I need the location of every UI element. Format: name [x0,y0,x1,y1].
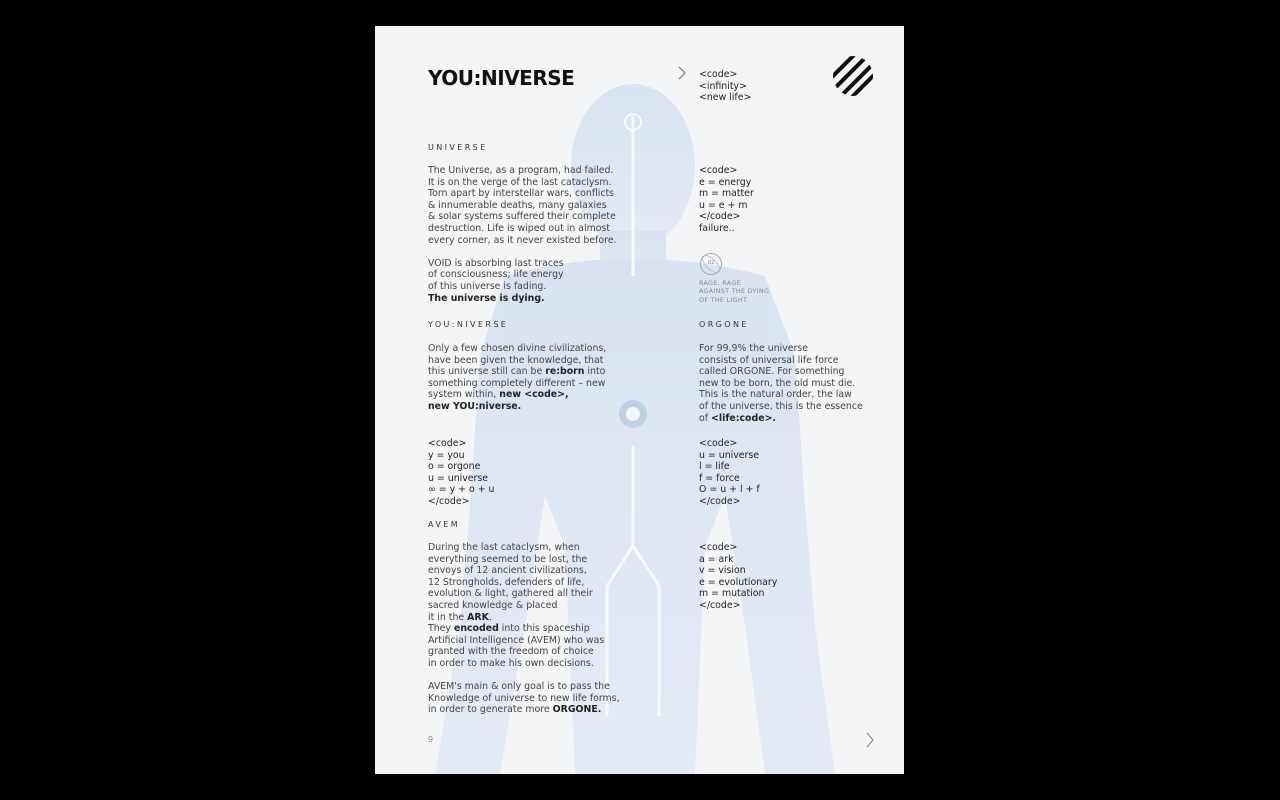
text-line: Torn apart by interstellar wars, conflicts [428,188,615,200]
code-line: <code> [428,438,467,449]
chevron-right-icon [677,66,687,84]
text-line: It is on the verge of the last cataclysm. [428,176,612,188]
text-line: Only a few chosen divine civilizations, [428,343,607,354]
text-line: granted with the freedom of choice [428,646,594,658]
text-line: & innumerable deaths, many galaxies [428,199,607,211]
text-line: evolution & light, gathered all their [428,588,593,600]
text-line: 12 Strongholds, defenders of life, [428,576,585,588]
bold-fragment: re:born [545,366,585,378]
code-line: ∞ = y + o + u [428,484,495,496]
page-title: YOU:NIVERSE [428,66,575,90]
text-line: Artificial Intelligence (AVEM) who was [428,634,605,646]
code-line: </code> [699,599,741,611]
document-page [375,26,904,774]
text-line: During the last cataclysm, when [428,542,580,553]
text-line: consists of universal life force [699,354,839,366]
code-line: o = orgone [428,461,481,473]
bold-fragment: new <code>, [499,389,569,401]
section-heading-youniverse: YOU:NIVERSE [428,320,509,329]
youniverse-text [428,343,643,413]
bold-fragment: new YOU:niverse. [428,400,522,412]
text-fragment: it in the [428,611,468,623]
text-line: destruction. Life is wiped out in almost [428,222,611,234]
next-page-chevron-icon[interactable] [865,732,875,752]
text-fragment: They [428,623,454,635]
text-fragment: into this spaceship [498,623,590,635]
text-line: of the universe, this is the essence [699,400,863,412]
badge-label: U2 [707,260,715,266]
text-line: For 99,9% the universe [699,343,809,354]
bold-fragment: <life:code>. [711,412,776,424]
section-heading-universe: UNIVERSE [428,143,488,152]
badge-caption [699,279,769,304]
text-line: in order to make his own decisions. [428,657,594,669]
section-heading-orgone: ORGONE [699,320,749,329]
text-line: sacred knowledge & placed [428,599,558,611]
code-line: v = vision [699,565,746,577]
text-line: This is the natural order, the law [699,389,852,401]
code-line: <new life> [699,92,752,104]
text-fragment: of [699,412,712,424]
text-line: Knowledge of universe to new life forms, [428,692,620,704]
text-line: of this universe is fading. [428,280,547,292]
code-line: <code> [699,69,738,80]
page-number: 9 [428,735,434,744]
code-line: e = evolutionary [699,576,778,588]
text-fragment: . [488,611,492,623]
code-line: u = e + m [699,199,748,211]
code-line: </code> [699,495,741,507]
code-line: </code> [428,495,470,507]
top-code-block [699,69,751,104]
text-line: AVEM's main & only goal is to pass the [428,681,610,693]
universe-text [428,165,643,304]
caption-line: RAGE, RAGE [699,279,741,287]
code-line: u = universe [699,449,760,461]
code-line: m = matter [699,188,754,200]
text-line: of consciousness; life energy [428,269,564,281]
text-line: new to be born, the old must die. [699,377,856,389]
text-line: something completely different – new [428,377,606,389]
text-fragment: in order to generate more [428,704,553,716]
text-fragment: system within, [428,389,500,401]
caption-line: OF THE LIGHT [699,295,748,304]
circle-badge-icon [699,252,723,276]
code-line: y = you [428,449,465,461]
code-line: <code> [699,438,738,449]
code-line: m = mutation [699,588,765,600]
code-line: l = life [699,461,730,473]
youniverse-code-block [428,438,494,508]
bold-fragment: encoded [453,623,499,635]
caption-line: AGAINST THE DYING [699,287,770,296]
bold-fragment: ORGONE. [552,704,602,716]
code-line: <code> [699,542,738,553]
bold-fragment: ARK [467,611,489,623]
avem-text [428,542,643,716]
code-line: u = universe [428,472,489,484]
striped-circle-logo-icon [832,55,874,97]
orgone-code-block [699,438,760,508]
code-line: failure.. [699,222,735,234]
text-line: every corner, as it never existed before. [428,234,617,246]
code-line: </code> [699,211,741,223]
code-line: <infinity> [699,80,747,92]
text-line: everything seemed to be lost, the [428,553,588,565]
code-line: a = ark [699,553,734,565]
code-line: f = force [699,472,740,484]
bold-statement: The universe is dying. [428,292,545,304]
section-heading-avem: AVEM [428,520,460,529]
code-line: O = u + l + f [699,484,760,496]
text-line: VOID is absorbing last traces [428,257,564,269]
text-line: have been given the knowledge, that [428,354,604,366]
text-fragment: into [584,366,606,378]
orgone-text [699,343,904,424]
universe-code-block [699,165,754,235]
text-fragment: this universe still can be [428,366,546,378]
avem-code-block [699,542,777,612]
code-line: <code> [699,165,738,176]
text-line: & solar systems suffered their complete [428,211,616,223]
text-line: envoys of 12 ancient civilizations, [428,565,587,577]
text-line: The Universe, as a program, had failed. [428,165,614,176]
code-line: e = energy [699,176,752,188]
text-line: called ORGONE. For something [699,366,845,378]
